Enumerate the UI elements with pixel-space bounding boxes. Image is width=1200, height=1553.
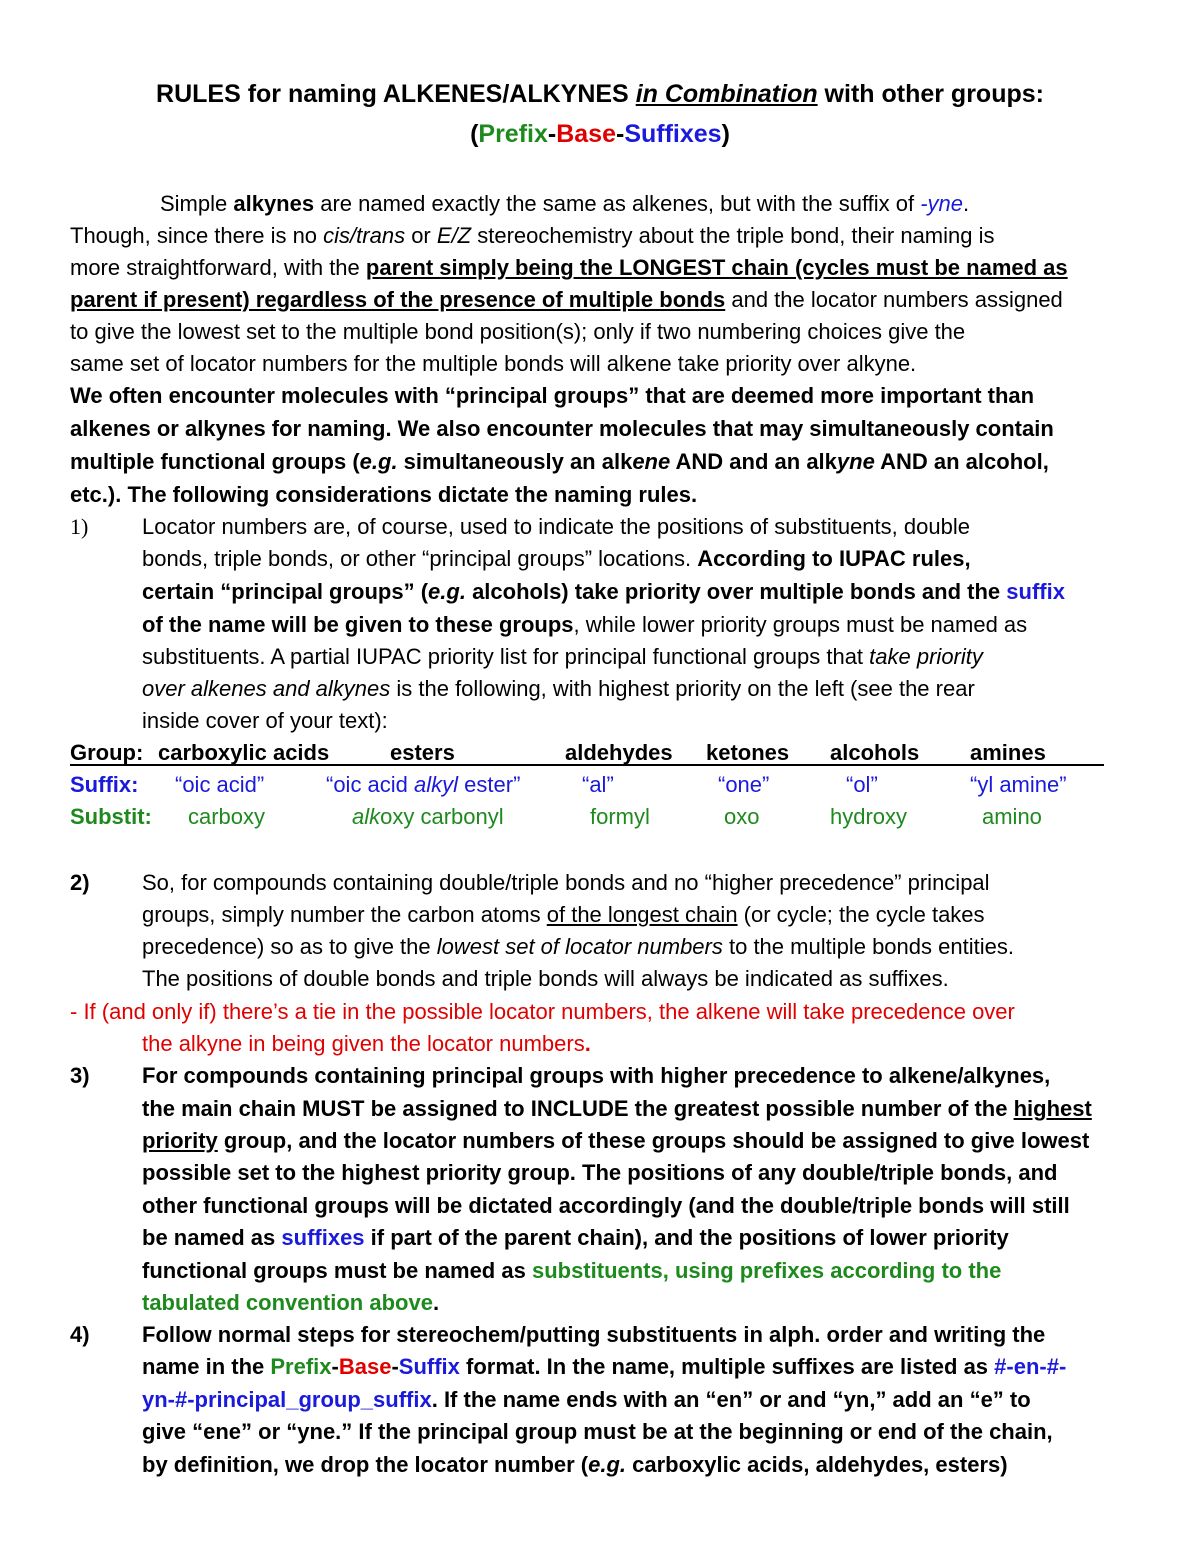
rule1-line: Locator numbers are, of course, used to indicate the positions of substituents, double xyxy=(142,514,970,539)
text: name in the xyxy=(142,1354,271,1379)
text: tabulated convention above xyxy=(142,1290,433,1315)
suffixes-label: Suffixes xyxy=(624,120,722,148)
text: , while lower priority groups must be named as xyxy=(573,612,1028,637)
rule3-line: For compounds containing principal groups with higher precedence to alkene/alkynes, xyxy=(142,1063,1051,1088)
rule-number: 1) xyxy=(70,514,89,539)
text: take priority xyxy=(869,644,983,669)
text: cis/trans xyxy=(323,223,406,248)
text: the main chain MUST be assigned to INCLUDE the greatest possible number of the xyxy=(142,1096,1014,1121)
group-cell: aldehydes xyxy=(565,740,673,765)
rule-number: 3) xyxy=(70,1063,90,1088)
suffix-cell: “ol” xyxy=(846,772,878,797)
suffix-cell xyxy=(326,770,520,800)
text: According to IUPAC rules, xyxy=(697,546,971,571)
substit-cell xyxy=(352,802,504,832)
text: more straightforward, with the xyxy=(70,255,366,280)
paren: ( xyxy=(470,120,479,148)
group-cell: esters xyxy=(390,740,455,765)
rule2-line: So, for compounds containing double/triple bonds and no “higher precedence” principal xyxy=(142,870,990,895)
suffix-cell: “al” xyxy=(582,772,614,797)
rule1-line xyxy=(142,610,1027,640)
intro-line: etc.). The following considerations dictate the naming rules. xyxy=(70,482,698,507)
title-part: with other groups: xyxy=(817,80,1044,108)
rule3-line xyxy=(142,1288,439,1318)
rule4-line: Follow normal steps for stereochem/putting substituents in alph. order and writing the xyxy=(142,1322,1046,1347)
text: E/Z xyxy=(436,223,472,248)
text: to the multiple bonds entities. xyxy=(722,934,1014,959)
text: Simple xyxy=(160,191,234,216)
text: substituents. A partial IUPAC priority list for principal functional groups that xyxy=(142,644,870,669)
text: . xyxy=(432,1290,440,1315)
text: (or cycle; the cycle takes xyxy=(737,902,985,927)
intro-line xyxy=(70,285,1063,315)
text: Prefix xyxy=(270,1354,332,1379)
intro-line: same set of locator numbers for the multiple bonds will alkene take priority over alkyne. xyxy=(70,351,917,376)
suffix-cell: “yl amine” xyxy=(970,772,1067,797)
group-cell: ketones xyxy=(706,740,790,765)
text: carboxylic acids, aldehydes, esters) xyxy=(626,1452,1008,1477)
text: bonds, triple bonds, or other “principal groups” locations. xyxy=(142,546,698,571)
rule2-line: - If (and only if) there’s a tie in the possible locator numbers, the alkene will take precedence over xyxy=(70,999,1015,1024)
text: alk xyxy=(352,804,381,829)
text: Though, since there is no xyxy=(70,223,324,248)
dash: - xyxy=(547,120,557,148)
text: suffix xyxy=(1006,579,1065,604)
rule4-line xyxy=(142,1385,1031,1415)
rule1-line xyxy=(142,642,983,672)
text: yne xyxy=(836,449,875,474)
rule3-line: other functional groups will be dictated accordingly (and the double/triple bonds will still xyxy=(142,1193,1070,1218)
title-emphasis: in Combination xyxy=(635,80,818,108)
text: e.g. xyxy=(588,1452,627,1477)
substit-cell: carboxy xyxy=(188,804,266,829)
text: -yne xyxy=(920,191,964,216)
text: oxy carbonyl xyxy=(380,804,504,829)
text: AND an alcohol, xyxy=(874,449,1049,474)
text: group, and the locator numbers of these groups should be assigned to give lowest xyxy=(217,1128,1090,1153)
text: ester” xyxy=(458,772,521,797)
text: Base xyxy=(338,1354,392,1379)
text: . xyxy=(584,1031,591,1056)
text: of the name will be given to these groups xyxy=(142,612,574,637)
text: substituents, using prefixes according to the xyxy=(531,1258,1002,1283)
rule3-line xyxy=(142,1223,1009,1253)
text: . xyxy=(963,191,970,216)
text: stereochemistry about the triple bond, their naming is xyxy=(471,223,995,248)
text: by definition, we drop the locator number ( xyxy=(142,1452,589,1477)
text: groups, simply number the carbon atoms xyxy=(142,902,547,927)
text: functional groups must be named as xyxy=(142,1258,532,1283)
text: e.g. xyxy=(359,449,398,474)
intro-line xyxy=(70,253,1068,283)
rule2-line xyxy=(142,1029,591,1059)
rule4-line: give “ene” or “yne.” If the principal group must be at the beginning or end of the chain, xyxy=(142,1419,1053,1444)
rule2-line xyxy=(142,932,1014,962)
rule1-line xyxy=(142,544,971,574)
rule1-line: inside cover of your text): xyxy=(142,708,388,733)
text: parent if present) regardless of the presence of multiple bonds xyxy=(70,287,726,312)
rule2-line: The positions of double bonds and triple bonds will always be indicated as suffixes. xyxy=(142,966,949,991)
text: parent simply being the LONGEST chain (cycles must be named as xyxy=(365,255,1068,280)
text: certain “principal groups” ( xyxy=(142,579,429,604)
rule2-line xyxy=(142,900,985,930)
page-subtitle xyxy=(0,120,1200,149)
text: Suffix xyxy=(398,1354,460,1379)
text: be named as xyxy=(142,1225,282,1250)
suffix-cell: “oic acid” xyxy=(175,772,265,797)
paren: ) xyxy=(721,120,730,148)
group-cell: amines xyxy=(970,740,1046,765)
intro-line xyxy=(70,447,1049,477)
text: #-en-#- xyxy=(994,1354,1067,1379)
rule3-line xyxy=(142,1126,1089,1156)
substit-label: Substit: xyxy=(70,804,152,829)
text: of the longest chain xyxy=(546,902,738,927)
text: alkyl xyxy=(414,772,459,797)
text: ene xyxy=(632,449,671,474)
text: simultaneously an alk xyxy=(397,449,633,474)
intro-line: to give the lowest set to the multiple bond position(s); only if two numbering choices give the xyxy=(70,319,966,344)
text: suffixes xyxy=(281,1225,365,1250)
text: yn-#-principal_group_suffix xyxy=(142,1387,432,1412)
dash: - xyxy=(615,120,625,148)
text: e.g. xyxy=(428,579,466,604)
rule4-line xyxy=(142,1450,1008,1480)
text: precedence) so as to give the xyxy=(142,934,437,959)
group-label: Group: xyxy=(70,740,144,765)
intro-line xyxy=(70,221,995,251)
intro-line: We often encounter molecules with “principal groups” that are deemed more important than xyxy=(70,383,1035,408)
text: if part of the parent chain), and the positions of lower priority xyxy=(364,1225,1009,1250)
text: are named exactly the same as alkenes, but with the suffix of xyxy=(314,191,921,216)
group-cell: carboxylic acids xyxy=(158,740,330,765)
rule-number: 4) xyxy=(70,1322,90,1347)
text: format. In the name, multiple suffixes are listed as xyxy=(459,1354,995,1379)
intro-line xyxy=(160,189,969,219)
substit-cell: oxo xyxy=(724,804,760,829)
text: the alkyne in being given the locator numbers xyxy=(142,1031,585,1056)
base-label: Base xyxy=(556,120,616,148)
text: - xyxy=(391,1354,399,1379)
text: priority xyxy=(142,1128,218,1153)
substit-cell: amino xyxy=(982,804,1042,829)
rule3-line xyxy=(142,1094,1092,1124)
suffix-label: Suffix: xyxy=(70,772,139,797)
rule4-line xyxy=(142,1352,1066,1382)
text: lowest set of locator numbers xyxy=(436,934,723,959)
intro-line: alkenes or alkynes for naming. We also encounter molecules that may simultaneously contain xyxy=(70,416,1054,441)
page-title xyxy=(0,80,1200,109)
prefix-label: Prefix xyxy=(478,120,548,148)
group-cell: alcohols xyxy=(830,740,920,765)
suffix-cell: “one” xyxy=(718,772,770,797)
rule3-line xyxy=(142,1256,1001,1286)
text: multiple functional groups ( xyxy=(70,449,360,474)
rule1-line xyxy=(142,674,975,704)
text: is the following, with highest priority on the left (see the rear xyxy=(390,676,975,701)
rule1-line xyxy=(142,577,1065,607)
text: . If the name ends with an “en” or and “yn,” add an “e” to xyxy=(431,1387,1031,1412)
text: or xyxy=(405,223,437,248)
rule-number: 2) xyxy=(70,870,90,895)
text: “oic acid xyxy=(326,772,415,797)
text: highest xyxy=(1013,1096,1092,1121)
text: and the locator numbers assigned xyxy=(725,287,1063,312)
substit-cell: formyl xyxy=(590,804,650,829)
text: alkynes xyxy=(233,191,315,216)
substit-cell: hydroxy xyxy=(830,804,908,829)
text: over alkenes and alkynes xyxy=(142,676,391,701)
rule3-line: possible set to the highest priority group. The positions of any double/triple bonds, and xyxy=(142,1160,1058,1185)
title-part: RULES for naming ALKENES/ALKYNES xyxy=(156,80,636,108)
text: alcohols) take priority over multiple bonds and the xyxy=(465,579,1007,604)
text: AND and an alk xyxy=(670,449,837,474)
text: - xyxy=(331,1354,339,1379)
